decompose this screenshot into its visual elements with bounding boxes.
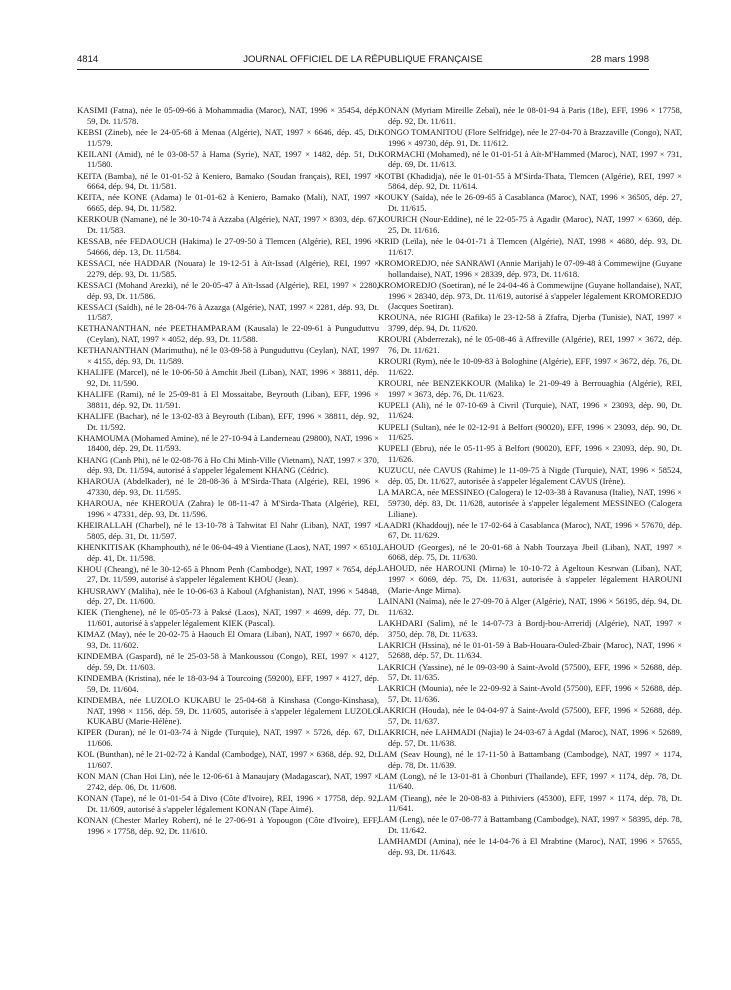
list-item: KUPELI (Ali), né le 07-10-69 à Civril (Turquie), NAT, 1996 × 23093, dép. 90, Dt. 11/624.	[378, 399, 682, 421]
list-item: KERKOUB (Namane), né le 30-10-74 à Azzaba (Algérie), NAT, 1997 × 8303, dép. 67, Dt. 11/583.	[77, 214, 379, 235]
list-item: KON MAN (Chan Hoi Lin), née le 12-06-61 à Manaujary (Madagascar), NAT, 1997 × 2742, dép. 06, Dt. 11/608.	[77, 771, 379, 792]
list-item: KHEIRALLAH (Charbel), né le 13-10-78 à Tahwitat El Nahr (Liban), NAT, 1997 × 5805, dép. 31, Dt. 11/597.	[77, 520, 379, 541]
list-item: LAKRICH (Houda), née le 04-04-97 à Saint-Avold (57500), EFF, 1996 × 52688, dép. 57, Dt. 11/637.	[378, 705, 682, 726]
list-item: KIPER (Duran), né le 01-03-74 à Nigde (Turquie), NAT, 1997 × 5726, dép. 67, Dt. 11/606.	[77, 727, 379, 749]
header-rule	[77, 69, 649, 70]
list-item: LAKRICH (Yassine), né le 09-03-90 à Saint-Avold (57500), EFF, 1996 × 52688, dép. 57, Dt. 11/635.	[378, 661, 682, 683]
list-item: KUPELI (Sultan), née le 02-12-91 à Belfort (90020), EFF, 1996 × 23093, dép. 90, Dt. 11/625.	[378, 421, 682, 443]
list-item: LA MARCA, née MESSINEO (Calogera) le 12-03-38 à Ravanusa (Italie), NAT, 1996 × 59730, dép. 83, Dt. 11/628, autorisée à s'appeler légalement MESSINEO (Calogera Liliane).	[378, 487, 682, 519]
list-item: LAADRI (Khaddouj), née le 17-02-64 à Casablanca (Maroc), NAT, 1996 × 57670, dép. 67, Dt. 11/629.	[378, 519, 682, 541]
list-item: KETHANANTHAN, née PEETHAMPARAM (Kausala) le 22-09-61 à Punguduttvu (Ceylan), NAT, 1997 × 4052, dép. 93, Dt. 11/588.	[77, 323, 379, 345]
list-item: KROURI (Abderrezak), né le 05-08-46 à Affreville (Algérie), REI, 1997 × 3672, dép. 76, Dt. 11/621.	[378, 334, 682, 355]
page-header	[77, 54, 649, 68]
list-item: KINDEMBA (Kristina), née le 18-03-94 à Tourcoing (59200), EFF, 1997 × 4127, dép. 59, Dt. 11/604.	[77, 672, 379, 694]
journal-title: JOURNAL OFFICIEL DE LA RÉPUBLIQUE FRANÇAISE	[243, 54, 483, 65]
list-item: KHALIFE (Marcel), né le 10-06-50 à Amchit Jbeil (Liban), NAT, 1996 × 38811, dép. 92, Dt. 11/590.	[77, 367, 379, 388]
list-item: KONAN (Myriam Mireille Zebaï), née le 08-01-94 à Paris (18e), EFF, 1996 × 17758, dép. 92, Dt. 11/611.	[378, 105, 682, 126]
publication-date: 28 mars 1998	[590, 54, 649, 65]
list-item: KHENKITISAK (Khamphouth), né le 06-04-49 à Vientiane (Laos), NAT, 1997 × 6510, dép. 41, Dt. 11/598.	[77, 541, 379, 563]
list-item: LAHOUD (Georges), né le 20-01-68 à Nabh Tourzaya Jbeil (Liban), NAT, 1997 × 6068, dép. 75, Dt. 11/630.	[378, 541, 682, 563]
list-item: LAHOUD, née HAROUNI (Mirna) le 10-10-72 à Ageltoun Kesrwan (Liban), NAT, 1997 × 6069, dép. 75, Dt. 11/631, autorisée à s'appeler légalement HAROUNI (Marie-Ange Mirna).	[378, 563, 682, 595]
list-item: KEITA, née KONE (Adama) le 01-01-62 à Keniero, Bamako (Mali), NAT, 1997 × 6665, dép. 94, Dt. 11/582.	[77, 192, 379, 214]
list-item: KHAROUA (Abdelkader), né le 28-08-36 à M'Sirda-Thata (Algérie), REI, 1996 × 47330, dép. 93, Dt. 11/595.	[77, 476, 379, 498]
list-item: KETHANANTHAN (Marimuthu), né le 03-09-58 à Punguduttvu (Ceylan), NAT, 1997 × 4155, dép. 93, Dt. 11/589.	[77, 345, 379, 367]
list-item: KHAROUA, née KHEROUA (Zahra) le 08-11-47 à M'Sirda-Thata (Algérie), REI, 1996 × 47331, dép. 93, Dt. 11/596.	[77, 498, 379, 519]
list-item: LAM (Long), né le 13-01-81 à Chonburi (Thaïlande), EFF, 1997 × 1174, dép. 78, Dt. 11/640.	[378, 770, 682, 792]
list-item: KESSACI, née HADDAR (Nouara) le 19-12-51 à Aït-Issad (Algérie), REI, 1997 × 2279, dép. 93, Dt. 11/585.	[77, 257, 379, 279]
list-item: KESSACI (Saïdh), né le 28-04-76 à Azazga (Algérie), NAT, 1997 × 2281, dép. 93, Dt. 11/587.	[77, 301, 379, 323]
list-item: KRID (Leïla), née le 04-01-71 à Tlemcen (Algérie), NAT, 1998 × 4680, dép. 93, Dt. 11/617.	[378, 236, 682, 257]
list-item: LAM (Tieang), née le 20-08-83 à Pithiviers (45300), EFF, 1997 × 1174, dép. 78, Dt. 11/641.	[378, 792, 682, 814]
list-item: KROUNA, née RIGHI (Rafika) le 23-12-58 à Zfafra, Djerba (Tunisie), NAT, 1997 × 3799, dép. 94, Dt. 11/620.	[378, 312, 682, 334]
list-item: KORMACHI (Mohamed), né le 01-01-51 à Aït-M'Hammed (Maroc), NAT, 1997 × 731, dép. 69, Dt. 11/613.	[378, 148, 682, 170]
list-item: KOUKY (Saïda), née le 26-09-65 à Casablanca (Maroc), NAT, 1996 × 36505, dép. 27, Dt. 11/615.	[378, 192, 682, 214]
list-item: KINDEMBA, née LUZOLO KUKABU le 25-04-68 à Kinshasa (Congo-Kinshasa), NAT, 1998 × 1156, dép. 59, Dt. 11/605, autorisée à s'appeler légalement LUZOLO KUKABU (Marie-Hélène).	[77, 694, 379, 727]
list-item: KONAN (Tape), né le 01-01-54 à Divo (Côte d'Ivoire), REI, 1996 × 17758, dép. 92, Dt. 11/609, autorisé à s'appeler légalement KONAN (Tape Aimé).	[77, 792, 379, 814]
list-item: KROMOREDJO, née SANRAWI (Annie Marijah) le 07-09-48 à Commewijne (Guyane hollandaise), NAT, 1996 × 28339, dép. 973, Dt. 11/618.	[378, 257, 682, 279]
list-item: KHALIFE (Rami), né le 25-09-81 à El Mossaitabe, Beyrouth (Liban), EFF, 1996 × 38811, dép. 92, Dt. 11/591.	[77, 388, 379, 410]
list-item: KUPELI (Ebru), née le 05-11-95 à Belfort (90020), EFF, 1996 × 23093, dép. 90, Dt. 11/626.	[378, 443, 682, 465]
left-column	[77, 105, 379, 837]
list-item: KASIMI (Fatna), née le 05-09-66 à Mohammadia (Maroc), NAT, 1996 × 35454, dép. 59, Dt. 11/578.	[77, 105, 379, 126]
list-item: KOTBI (Khadidja), née le 01-01-55 à M'Sirda-Thata, Tlemcen (Algérie), REI, 1997 × 5864, dép. 92, Dt. 11/614.	[378, 170, 682, 192]
list-item: KUZUCU, née CAVUS (Rahime) le 11-09-75 à Nigde (Turquie), NAT, 1996 × 58524, dép. 05, Dt. 11/627, autorisée à s'appeler légalement CAVUS (Irène).	[378, 465, 682, 486]
list-item: KROMOREDJO (Soetiran), né le 24-04-46 à Commewijne (Guyane hollandaise), NAT, 1996 × 28340, dép. 973, Dt. 11/619, autorisé à s'appeler légalement KROMOREDJO (Jacques Soetiran).	[378, 279, 682, 312]
list-item: KHUSRAWY (Maliha), née le 10-06-63 à Kaboul (Afghanistan), NAT, 1996 × 54848, dép. 27, Dt. 11/600.	[77, 585, 379, 607]
list-item: KIMAZ (May), née le 20-02-75 à Haouch El Omara (Liban), NAT, 1997 × 6670, dép. 93, Dt. 11/602.	[77, 629, 379, 650]
list-item: KIEK (Tienghene), né le 05-05-73 à Paksé (Laos), NAT, 1997 × 4699, dép. 77, Dt. 11/601, autorisé à s'appeler légalement KIEK (Pascal).	[77, 607, 379, 629]
list-item: KROURI (Rym), née le 10-09-83 à Bologhine (Algérie), EFF, 1997 × 3672, dép. 76, Dt. 11/622.	[378, 356, 682, 377]
list-item: LAKRICH (Hssina), né le 01-01-59 à Bab-Houara-Ouled-Zbair (Maroc), NAT, 1996 × 52688, dép. 57, Dt. 11/634.	[378, 639, 682, 661]
list-item: LAMHAMDI (Amina), née le 14-04-76 à El Mrabtine (Maroc), NAT, 1996 × 57655, dép. 93, Dt. 11/643.	[378, 836, 682, 857]
list-item: KHAMOUMA (Mohamed Amine), né le 27-10-94 à Landerneau (29800), NAT, 1996 × 18400, dép. 29, Dt. 11/593.	[77, 432, 379, 454]
list-item: KHOU (Cheang), né le 30-12-65 à Phnom Penh (Cambodge), NAT, 1997 × 7654, dép. 27, Dt. 11/599, autorisé à s'appeler légalement KHOU (Jean).	[77, 563, 379, 585]
list-item: KONGO TOMANITOU (Flore Selfridge), née le 27-04-70 à Brazzaville (Congo), NAT, 1996 × 49730, dép. 91, Dt. 11/612.	[378, 126, 682, 148]
list-item: KEITA (Bamba), né le 01-01-52 à Keniero, Bamako (Soudan français), REI, 1997 × 6664, dép. 94, Dt. 11/581.	[77, 170, 379, 192]
list-item: KOURICH (Nour-Eddine), né le 22-05-75 à Agadir (Maroc), NAT, 1997 × 6360, dép. 25, Dt. 11/616.	[378, 214, 682, 235]
list-item: LAINANI (Naïma), née le 27-09-70 à Alger (Algérie), NAT, 1996 × 56195, dép. 94, Dt. 11/632.	[378, 595, 682, 617]
list-item: KESSAB, née FEDAOUCH (Hakima) le 27-09-50 à Tlemcen (Algérie), REI, 1996 × 54666, dép. 13, Dt. 11/584.	[77, 236, 379, 257]
page-number: 4814	[77, 54, 99, 65]
list-item: KINDEMBA (Gaspard), né le 25-03-58 à Mankoussou (Congo), REI, 1997 × 4127, dép. 59, Dt. 11/603.	[77, 651, 379, 672]
list-item: KEBSI (Zineb), née le 24-05-68 à Menaa (Algérie), NAT, 1997 × 6646, dép. 45, Dt. 11/579.	[77, 126, 379, 148]
list-item: LAM (Leng), née le 07-08-77 à Battambang (Cambodge), NAT, 1997 × 58395, dép. 78, Dt. 11/642.	[378, 814, 682, 836]
list-item: KOL (Bunthan), né le 21-02-72 à Kandal (Cambodge), NAT, 1997 × 6368, dép. 92, Dt. 11/607.	[77, 749, 379, 770]
list-item: LAM (Seav Houng), né le 17-11-50 à Battambang (Cambodge), NAT, 1997 × 1174, dép. 78, Dt. 11/639.	[378, 748, 682, 770]
list-item: LAKHDARI (Salim), né le 14-07-73 à Bordj-bou-Arreridj (Algérie), NAT, 1997 × 3750, dép. 78, Dt. 11/633.	[378, 617, 682, 639]
list-item: KHANG (Canh Phi), né le 02-08-76 à Ho Chi Minh-Ville (Vietnam), NAT, 1997 × 370, dép. 93, Dt. 11/594, autorisé à s'appeler légalement KHANG (Cédric).	[77, 454, 379, 476]
right-column	[378, 105, 682, 858]
list-item: KONAN (Chester Marley Robert), né le 27-06-91 à Yopougon (Côte d'Ivoire), EFF, 1996 × 17758, dép. 92, Dt. 11/610.	[77, 814, 379, 836]
list-item: KHALIFE (Bachar), né le 13-02-83 à Beyrouth (Liban), EFF, 1996 × 38811, dép. 92, Dt. 11/592.	[77, 410, 379, 432]
list-item: KESSACI (Mohand Arezki), né le 20-05-47 à Aït-Issad (Algérie), REI, 1997 × 2280, dép. 93, Dt. 11/586.	[77, 279, 379, 301]
list-item: KEILANI (Amid), né le 03-08-57 à Hama (Syrie), NAT, 1997 × 1482, dép. 51, Dt. 11/580.	[77, 148, 379, 170]
list-item: LAKRICH (Mounia), née le 22-09-92 à Saint-Avold (57500), EFF, 1996 × 52688, dép. 57, Dt. 11/636.	[378, 683, 682, 705]
list-item: LAKRICH, née LAHMADI (Najia) le 24-03-67 à Agdal (Maroc), NAT, 1996 × 52689, dép. 57, Dt. 11/638.	[378, 727, 682, 748]
list-item: KROURI, née BENZEKKOUR (Malika) le 21-09-49 à Berrouaghia (Algérie), REI, 1997 × 3673, dép. 76, Dt. 11/623.	[378, 377, 682, 399]
